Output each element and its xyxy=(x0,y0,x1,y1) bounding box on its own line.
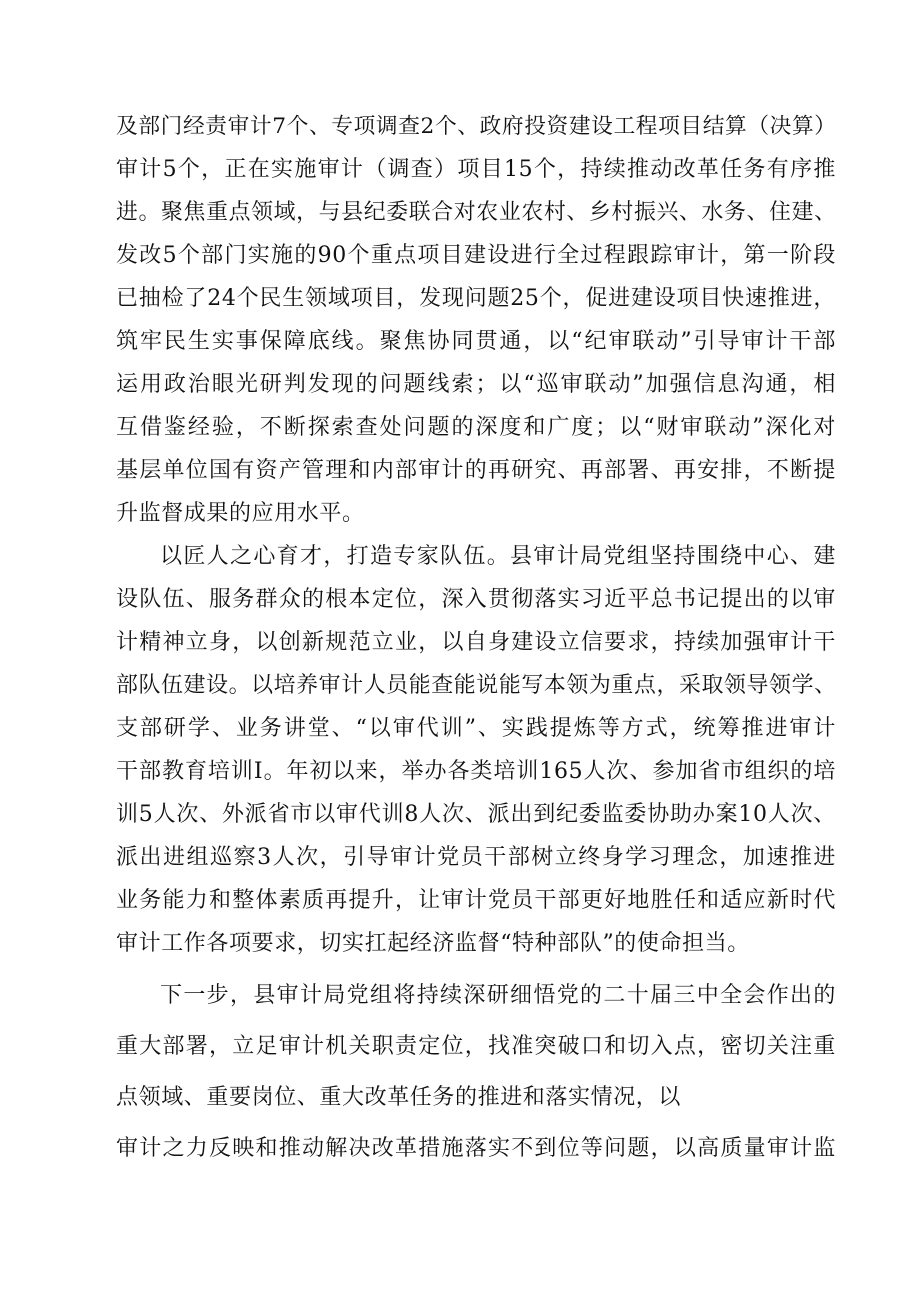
text-line: 审计之力反映和推动解决改革措施落实不到位等问题，以高质量审计监 xyxy=(116,1136,836,1161)
text-line: 训5人次、外派省市以审代训8人次、派出到纪委监委协助办案10人次、 xyxy=(116,802,836,827)
text-line: 已抽检了24个民生领域项目，发现问题25个，促进建设项目快速推进， xyxy=(116,286,836,311)
text-line: 运用政治眼光研判发现的问题线索；以“巡审联动”加强信息沟通，相 xyxy=(116,372,836,397)
text-line: 发改5个部门实施的90个重点项目建设进行全过程跟踪审计，第一阶段 xyxy=(116,243,836,268)
text-line: 基层单位国有资产管理和内部审计的再研究、再部署、再安排，不断提 xyxy=(116,458,836,483)
text-line: 升监督成果的应用水平。 xyxy=(116,501,365,526)
text-line: 支部研学、业务讲堂、“以审代训”、实践提炼等方式，统筹推进审计 xyxy=(116,716,836,741)
text-line: 重大部署，立足审计机关职责定位，找准突破口和切入点，密切关注重 xyxy=(116,1034,836,1059)
text-line: 以匠人之心育才，打造专家队伍。县审计局党组坚持围绕中心、建 xyxy=(160,544,836,569)
text-line: 互借鉴经验，不断探索查处问题的深度和广度；以“财审联动”深化对 xyxy=(116,415,836,440)
text-line: 派出进组巡察3人次，引导审计党员干部树立终身学习理念，加速推进 xyxy=(116,845,836,870)
text-line: 审计工作各项要求，切实扛起经济监督“特种部队”的使命担当。 xyxy=(116,931,750,956)
text-line: 业务能力和整体素质再提升，让审计党员干部更好地胜任和适应新时代 xyxy=(116,888,836,913)
text-line: 设队伍、服务群众的根本定位，深入贯彻落实习近平总书记提出的以审 xyxy=(116,587,836,612)
text-line: 点领域、重要岗位、重大改革任务的推进和落实情况，以 xyxy=(116,1085,682,1110)
text-line: 进。聚焦重点领域，与县纪委联合对农业农村、乡村振兴、水务、住建、 xyxy=(116,200,836,225)
text-line: 干部教育培训I。年初以来，举办各类培训165人次、参加省市组织的培 xyxy=(116,759,836,784)
text-line: 筑牢民生实事保障底线。聚焦协同贯通，以“纪审联动”引导审计干部 xyxy=(116,329,836,354)
text-line: 审计5个，正在实施审计（调查）项目15个，持续推动改革任务有序推 xyxy=(116,157,836,182)
text-line: 部队伍建设。以培养审计人员能查能说能写本领为重点，采取领导领学、 xyxy=(116,673,836,698)
text-line: 及部门经责审计7个、专项调查2个、政府投资建设工程项目结算（决算） xyxy=(116,114,836,139)
text-line: 计精神立身，以创新规范立业，以自身建设立信要求，持续加强审计干 xyxy=(116,630,836,655)
text-line: 下一步，县审计局党组将持续深研细悟党的二十届三中全会作出的 xyxy=(160,983,836,1008)
